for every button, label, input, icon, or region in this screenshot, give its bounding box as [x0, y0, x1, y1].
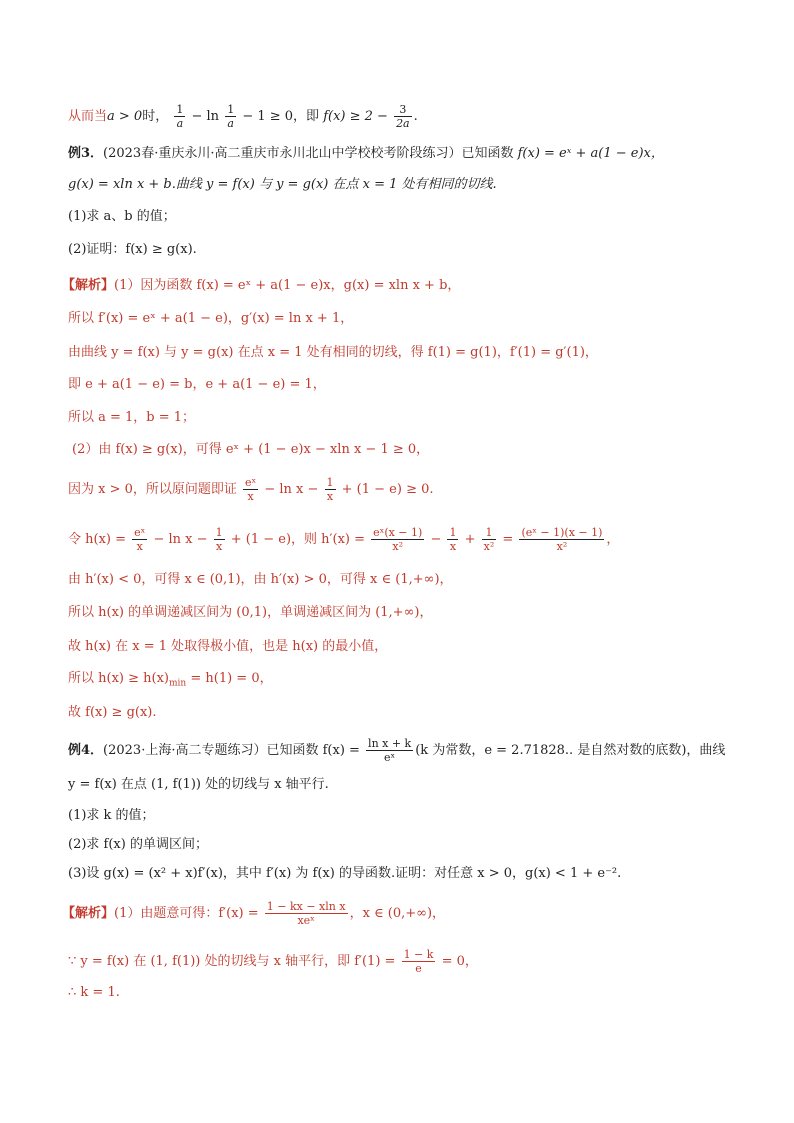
text-segment: 令 h(x) = [68, 532, 131, 547]
solution-line-3: 由曲线 y = f(x) 与 y = g(x) 在点 x = 1 处有相同的切线，得 f(1) = g(1)，f′(1) = g′(1)， [68, 345, 598, 360]
fraction-1-over-x-2 [214, 526, 225, 553]
text-segment: (1）因为函数 f(x) = eˣ + a(1 − e)x，g(x) = xln x + b， [114, 278, 461, 293]
text-segment: . [413, 109, 418, 124]
fraction-denominator: x² [392, 540, 404, 553]
math-expression: f(x) = eˣ + a(1 − e)x， [517, 146, 664, 161]
fraction-denominator: x [136, 540, 143, 553]
text-segment: + (1 − e) ≥ 0. [337, 482, 434, 497]
fraction-denominator: eˣ [384, 751, 396, 764]
text-line-3: g(x) = xln x + b.曲线 y = f(x) 与 y = g(x) 在点 x = 1 处有相同的切线. [68, 177, 497, 192]
math-condition: a > 0 [107, 109, 143, 124]
fraction-denominator: x [326, 490, 334, 503]
fraction-numerator: 1 − k [403, 948, 434, 961]
fraction-numerator: 1 [215, 526, 223, 539]
solution-line-9: 由 h′(x) < 0，可得 x ∈ (0,1)，由 h′(x) > 0，可得 x ∈ (1,+∞)， [68, 572, 453, 587]
fraction-denominator: e [415, 962, 422, 975]
question-ex4-1: (1)求 k 的值； [68, 808, 155, 823]
example-4-heading [68, 737, 728, 764]
solution-tag: 【解析】 [62, 278, 115, 293]
solution-ex4-line-1 [62, 900, 722, 927]
subscript-min: min [169, 678, 187, 689]
question-ex4-3: (3)设 g(x) = (x² + x)f′(x)，其中 f′(x) 为 f(x) 的导函数.证明：对任意 x > 0，g(x) < 1 + e⁻². [68, 866, 622, 881]
fraction-numerator: 1 [176, 103, 184, 116]
text-line-ex4-2: y = f(x) 在点 (1, f(1)) 处的切线与 x 轴平行. [68, 777, 329, 792]
solution-line-2: 所以 f′(x) = eˣ + a(1 − e)，g′(x) = ln x + 1， [68, 311, 354, 326]
text-segment: (k 为常数，e = 2.71828.. 是自然对数的底数)，曲线 [415, 743, 726, 758]
fraction-1-over-x-3 [447, 526, 458, 553]
solution-line-8 [68, 526, 728, 553]
fraction-3-over-2a [394, 103, 412, 130]
text-segment: ∵ y = f(x) 在 (1, f(1)) 处的切线与 x 轴平行，即 f′(1) = [68, 954, 400, 969]
fraction-denominator: x² [483, 540, 495, 553]
text-segment: 所以 h(x) ≥ h(x) [68, 671, 169, 686]
example-source: (2023·上海·高二专题练习）已知函数 f(x) = [103, 743, 365, 758]
fraction-numerator: eˣ(x − 1) [373, 526, 423, 539]
solution-line-10: 所以 h(x) 的单调递减区间为 (0,1)，单调递减区间为 (1,+∞)， [68, 605, 433, 620]
solution-tag: 【解析】 [62, 906, 115, 921]
text-segment: − [426, 532, 446, 547]
text-segment: = h(1) = 0， [186, 671, 273, 686]
solution-line-7 [68, 476, 728, 503]
example-3-heading [68, 144, 728, 164]
text-segment: − ln [187, 109, 224, 124]
fraction-numerator: (eˣ − 1)(x − 1) [521, 526, 603, 539]
solution-line-11: 故 h(x) 在 x = 1 处取得极小值，也是 h(x) 的最小值， [68, 639, 388, 654]
fraction-numerator: 1 [482, 526, 497, 540]
fraction-hprime-term2 [519, 526, 604, 553]
text-segment: ， [606, 532, 620, 547]
text-line-1 [68, 103, 728, 130]
solution-ex4-line-3: ∴ k = 1. [68, 985, 120, 1000]
solution-line-12 [68, 669, 728, 694]
text-segment: = [498, 532, 518, 547]
fraction-numerator: 1 [227, 103, 235, 116]
fraction-hprime-term1 [371, 526, 424, 553]
fraction-ex-over-x [243, 476, 258, 503]
fraction-fprime [265, 900, 348, 927]
fraction-numerator: 3 [394, 103, 412, 117]
fraction-1-over-a-2 [225, 103, 236, 130]
text-segment: + [460, 532, 480, 547]
fraction-numerator: eˣ [245, 476, 257, 489]
solution-line-1 [62, 276, 722, 296]
fraction-denominator: xeˣ [297, 914, 315, 927]
fraction-numerator: ln x + k [368, 737, 412, 750]
fraction-denominator: x [449, 540, 457, 553]
example-label: 例3． [68, 146, 104, 161]
text-segment: − ln x − [260, 482, 323, 497]
fraction-denominator: x [247, 490, 254, 503]
fraction-denominator: x² [556, 540, 568, 553]
question-ex4-2: (2)求 f(x) 的单调区间； [68, 837, 208, 852]
question-1: (1)求 a、b 的值； [68, 209, 176, 224]
example-label: 例4． [68, 743, 104, 758]
math-expression: f(x) ≥ 2 − [323, 109, 393, 124]
solution-line-13: 故 f(x) ≥ g(x). [68, 705, 157, 720]
example-source: (2023春·重庆永川·高二重庆市永川北山中学校校考阶段练习）已知函数 [103, 146, 514, 161]
fraction-fprime-1 [402, 948, 436, 975]
fraction-1-over-x [325, 476, 336, 503]
text-segment: = 0， [437, 954, 478, 969]
fraction-numerator: 1 [326, 476, 334, 489]
fraction-lnk-over-ex [366, 737, 413, 764]
text-segment: 时， [142, 109, 169, 124]
question-2: (2)证明：f(x) ≥ g(x). [68, 242, 197, 257]
fraction-denominator: x [216, 540, 223, 553]
fraction-1-over-x2 [482, 526, 497, 553]
text-segment: ，x ∈ (0,+∞)， [349, 906, 446, 921]
solution-line-6: (2）由 f(x) ≥ g(x)，可得 eˣ + (1 − e)x − xln x − 1 ≥ 0， [72, 442, 430, 457]
solution-ex4-line-2 [68, 948, 728, 975]
fraction-1-over-a [174, 103, 185, 130]
text-segment: + (1 − e)，则 h′(x) = [226, 532, 370, 547]
solution-line-4: 即 e + a(1 − e) = b，e + a(1 − e) = 1， [68, 377, 326, 392]
text-segment: 因为 x > 0，所以原问题即证 [68, 482, 242, 497]
text-segment: (1）由题意可得：f′(x) = [114, 906, 263, 921]
solution-line-5: 所以 a = 1，b = 1； [68, 410, 196, 425]
fraction-denominator: 2a [396, 117, 410, 130]
text-segment: − 1 ≥ 0，即 [238, 109, 324, 124]
fraction-numerator: 1 − kx − xln x [266, 900, 346, 913]
fraction-ex-over-x-2 [132, 526, 147, 553]
text-segment: 从而当 [68, 109, 108, 124]
fraction-numerator: eˣ [134, 526, 146, 539]
fraction-denominator: a [227, 117, 234, 130]
text-segment: − ln x − [149, 532, 212, 547]
fraction-denominator: a [176, 117, 184, 130]
fraction-numerator: 1 [449, 526, 457, 539]
